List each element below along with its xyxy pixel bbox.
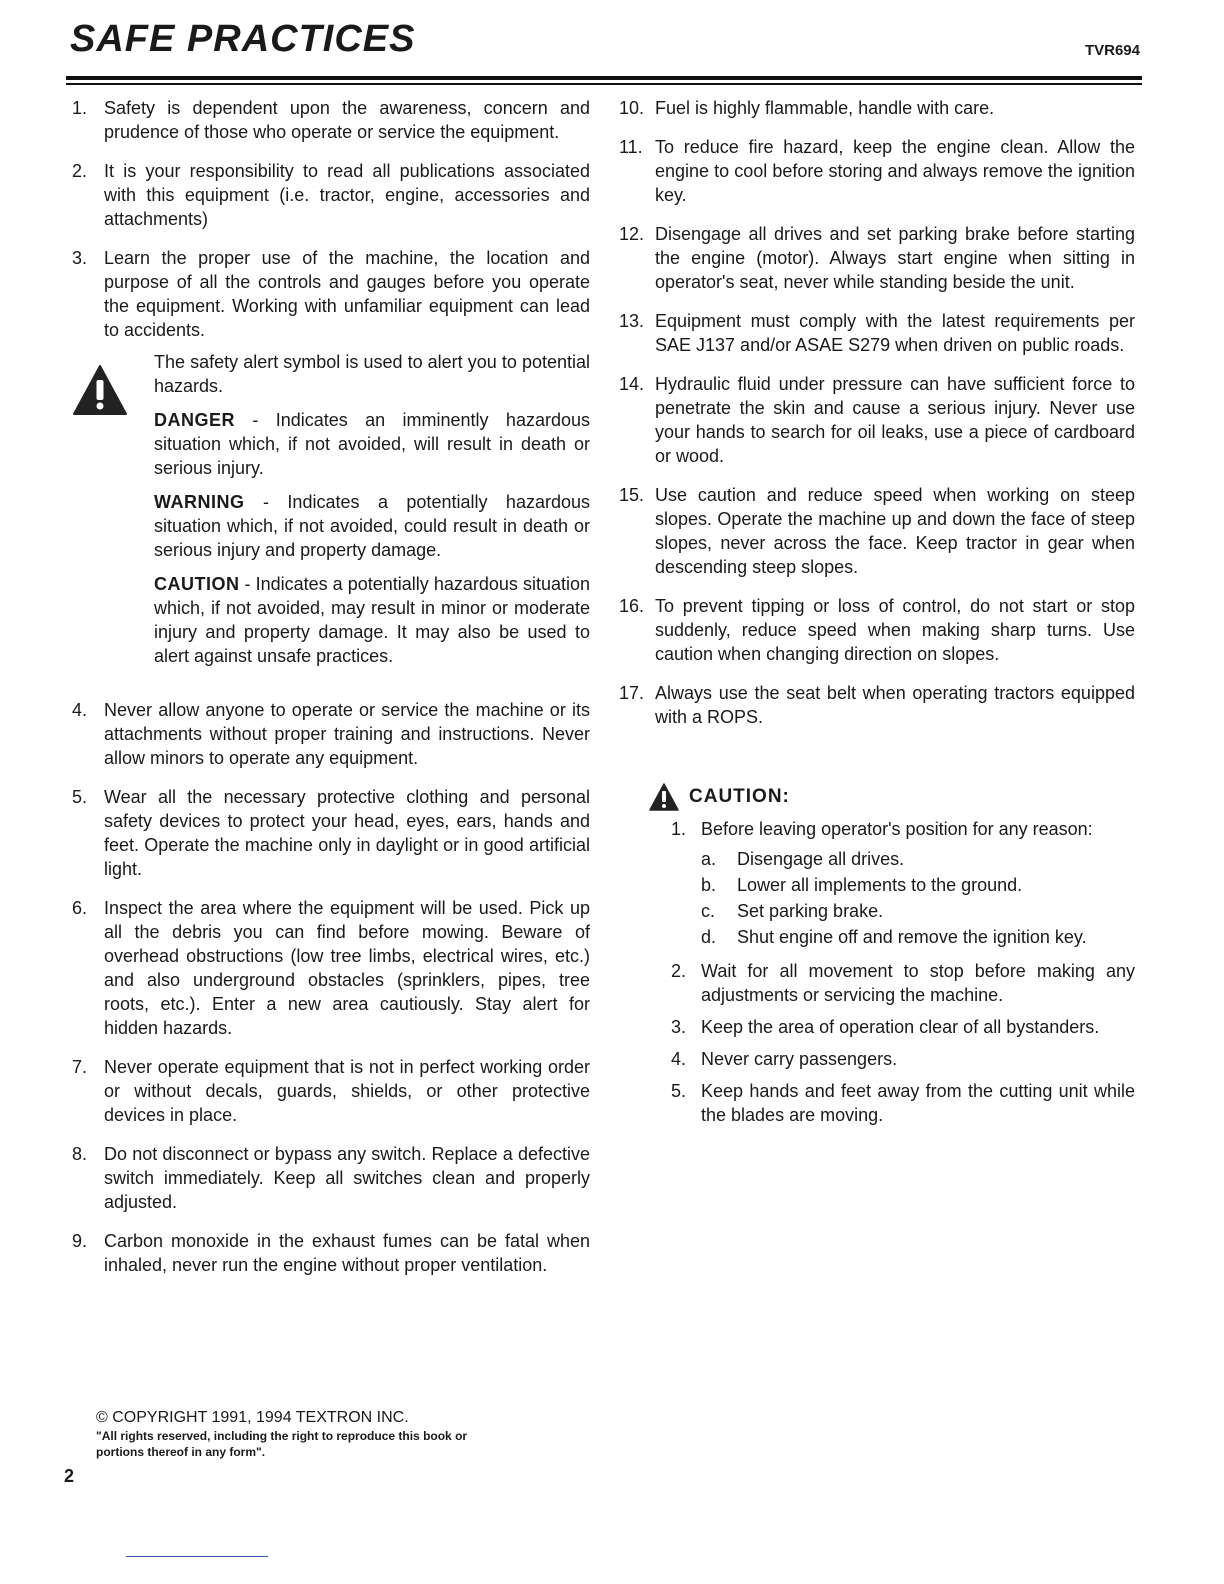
alert-intro: The safety alert symbol is used to alert you to potential hazards. bbox=[154, 352, 590, 396]
item-text: Do not disconnect or bypass any switch. Replace a defective switch immediately. Keep all switches clean and properly adjusted. bbox=[104, 1144, 590, 1212]
page-number: 2 bbox=[64, 1466, 75, 1486]
caution-item-text: Never carry passengers. bbox=[701, 1049, 898, 1069]
sub-item-letter: d. bbox=[701, 927, 717, 947]
item-text: Never allow anyone to operate or service the machine or its attachments without proper training and instructions. Never allow minors to operate any equipment. bbox=[104, 700, 590, 768]
safety-alert-definitions bbox=[72, 350, 590, 678]
item-number: 1. bbox=[72, 98, 88, 118]
list-item bbox=[72, 698, 590, 770]
item-number: 5. bbox=[72, 787, 88, 807]
sub-item-text: Set parking brake. bbox=[737, 901, 884, 921]
list-item bbox=[72, 785, 590, 881]
item-number: 15. bbox=[619, 485, 645, 505]
caution-item-text: Keep hands and feet away from the cutting unit while the blades are moving. bbox=[701, 1081, 1135, 1125]
sub-item-text: Lower all implements to the ground. bbox=[737, 875, 1023, 895]
item-text: Carbon monoxide in the exhaust fumes can be fatal when inhaled, never run the engine without proper ventilation. bbox=[104, 1231, 590, 1275]
caution-item-number: 2. bbox=[671, 961, 687, 981]
item-text: Always use the seat belt when operating tractors equipped with a ROPS. bbox=[655, 683, 1135, 727]
caution-alert-icon bbox=[649, 783, 679, 811]
caution-item-text: Before leaving operator's position for any reason: bbox=[701, 819, 1093, 839]
caution-sub-item bbox=[701, 847, 1135, 871]
item-number: 13. bbox=[619, 311, 645, 331]
item-number: 14. bbox=[619, 374, 645, 394]
sub-item-text: Disengage all drives. bbox=[737, 849, 905, 869]
list-item bbox=[72, 896, 590, 1040]
item-text: Wear all the necessary protective clothing and personal safety devices to protect your head, eyes, ears, hands and feet. Operate the machine only in daylight or in good artificial light. bbox=[104, 787, 590, 879]
bottom-decorative-line bbox=[126, 1556, 268, 1557]
caution-item-number: 3. bbox=[671, 1017, 687, 1037]
caution-item bbox=[671, 1079, 1135, 1127]
footer bbox=[96, 1408, 476, 1460]
item-number: 8. bbox=[72, 1144, 88, 1164]
caution-item bbox=[671, 959, 1135, 1007]
right-column bbox=[619, 96, 1135, 1135]
caution-definition bbox=[154, 572, 590, 668]
left-column bbox=[72, 96, 590, 1292]
warning-label: WARNING bbox=[154, 492, 245, 512]
item-number: 17. bbox=[619, 683, 645, 703]
item-text: Hydraulic fluid under pressure can have sufficient force to penetrate the skin and cause a serious injury. Never use your hands to search for oil leaks, use a piece of cardboard or wood. bbox=[655, 374, 1135, 466]
list-item bbox=[619, 135, 1135, 207]
caution-sub-item bbox=[701, 925, 1135, 949]
caution-text: - Indicates a potentially hazardous situation which, if not avoided, may result in minor or moderate injury and property damage. It may also be used to alert against unsafe practices. bbox=[154, 574, 590, 666]
item-number: 6. bbox=[72, 898, 88, 918]
list-item bbox=[619, 483, 1135, 579]
item-number: 11. bbox=[619, 137, 643, 157]
item-number: 12. bbox=[619, 224, 645, 244]
caution-label: CAUTION bbox=[154, 574, 240, 594]
warning-definition bbox=[154, 490, 590, 562]
list-item bbox=[72, 1142, 590, 1214]
item-text: Learn the proper use of the machine, the location and purpose of all the controls and gauges before you operate the equipment. Working with unfamiliar equipment can lead to accidents. bbox=[104, 248, 590, 340]
caution-item-number: 1. bbox=[671, 819, 687, 839]
list-item bbox=[72, 96, 590, 144]
list-item bbox=[619, 372, 1135, 468]
caution-item bbox=[671, 1015, 1135, 1039]
list-item bbox=[619, 309, 1135, 357]
caution-sub-list bbox=[701, 847, 1135, 949]
list-item bbox=[619, 594, 1135, 666]
warning-text: - Indicates a potentially hazardous situation which, if not avoided, could result in death or serious injury and property damage. bbox=[154, 492, 590, 560]
caution-item-number: 5. bbox=[671, 1081, 687, 1101]
item-text: Never operate equipment that is not in perfect working order or without decals, guards, shields, or other protective devices in place. bbox=[104, 1057, 590, 1125]
list-item bbox=[72, 1229, 590, 1277]
caution-item bbox=[671, 1047, 1135, 1071]
item-number: 9. bbox=[72, 1231, 88, 1251]
caution-sub-item bbox=[701, 873, 1135, 897]
item-text: Inspect the area where the equipment will be used. Pick up all the debris you can find before mowing. Beware of overhead obstructions (low tree limbs, electrical wires, etc.) and also underground obstacles (sprinklers, pipes, tree roots, etc.). Enter a new area cautiously. Stay alert for hidden hazards. bbox=[104, 898, 590, 1038]
caution-title: CAUTION: bbox=[689, 786, 790, 807]
item-text: Equipment must comply with the latest requirements per SAE J137 and/or ASAE S279 when driven on public roads. bbox=[655, 311, 1135, 355]
sub-item-letter: b. bbox=[701, 875, 717, 895]
sub-item-letter: c. bbox=[701, 901, 716, 921]
danger-label: DANGER bbox=[154, 410, 236, 430]
caution-item-number: 4. bbox=[671, 1049, 687, 1069]
safety-alert-icon bbox=[72, 364, 128, 416]
item-number: 10. bbox=[619, 98, 645, 118]
list-item bbox=[72, 1055, 590, 1127]
sub-item-letter: a. bbox=[701, 849, 717, 869]
item-number: 7. bbox=[72, 1057, 88, 1077]
item-text: To prevent tipping or loss of control, do not start or stop suddenly, reduce speed when making sharp turns. Use caution when changing direction on slopes. bbox=[655, 596, 1135, 664]
caution-box bbox=[619, 783, 1135, 1127]
item-text: Use caution and reduce speed when working on steep slopes. Operate the machine up and down the face of steep slopes, never across the face. Keep tractor in gear when descending steep slopes. bbox=[655, 485, 1135, 577]
page-title: SAFE PRACTICES bbox=[70, 18, 416, 60]
copyright-notice: © COPYRIGHT 1991, 1994 TEXTRON INC. bbox=[96, 1409, 409, 1426]
list-item bbox=[72, 159, 590, 231]
list-item bbox=[72, 246, 590, 342]
caution-item-text: Keep the area of operation clear of all bystanders. bbox=[701, 1017, 1100, 1037]
header-rule-thin bbox=[66, 83, 1142, 85]
document-code: TVR694 bbox=[1084, 42, 1140, 59]
caution-item bbox=[671, 817, 1135, 951]
item-number: 2. bbox=[72, 161, 88, 181]
item-number: 3. bbox=[72, 248, 88, 268]
item-text: Fuel is highly flammable, handle with care. bbox=[655, 98, 995, 118]
item-text: It is your responsibility to read all publications associated with this equipment (i.e. tractor, engine, accessories and attachments) bbox=[104, 161, 590, 229]
list-item bbox=[619, 681, 1135, 729]
item-text: Safety is dependent upon the awareness, concern and prudence of those who operate or service the equipment. bbox=[104, 98, 590, 142]
caution-sub-item bbox=[701, 899, 1135, 923]
item-text: To reduce fire hazard, keep the engine clean. Allow the engine to cool before storing and always remove the ignition key. bbox=[655, 137, 1135, 205]
rights-reserved-notice: "All rights reserved, including the right to reproduce this book or portions thereof in any form". bbox=[96, 1429, 468, 1459]
list-item bbox=[619, 96, 1135, 120]
header-rule-thick bbox=[66, 76, 1142, 80]
danger-definition bbox=[154, 408, 590, 480]
sub-item-text: Shut engine off and remove the ignition key. bbox=[737, 927, 1087, 947]
item-number: 16. bbox=[619, 596, 645, 616]
list-item bbox=[619, 222, 1135, 294]
item-text: Disengage all drives and set parking brake before starting the engine (motor). Always start engine when sitting in operator's seat, never while standing beside the unit. bbox=[655, 224, 1135, 292]
caution-item-text: Wait for all movement to stop before making any adjustments or servicing the machine. bbox=[701, 961, 1135, 1005]
item-number: 4. bbox=[72, 700, 88, 720]
danger-text: - Indicates an imminently hazardous situation which, if not avoided, will result in death or serious injury. bbox=[154, 410, 590, 478]
